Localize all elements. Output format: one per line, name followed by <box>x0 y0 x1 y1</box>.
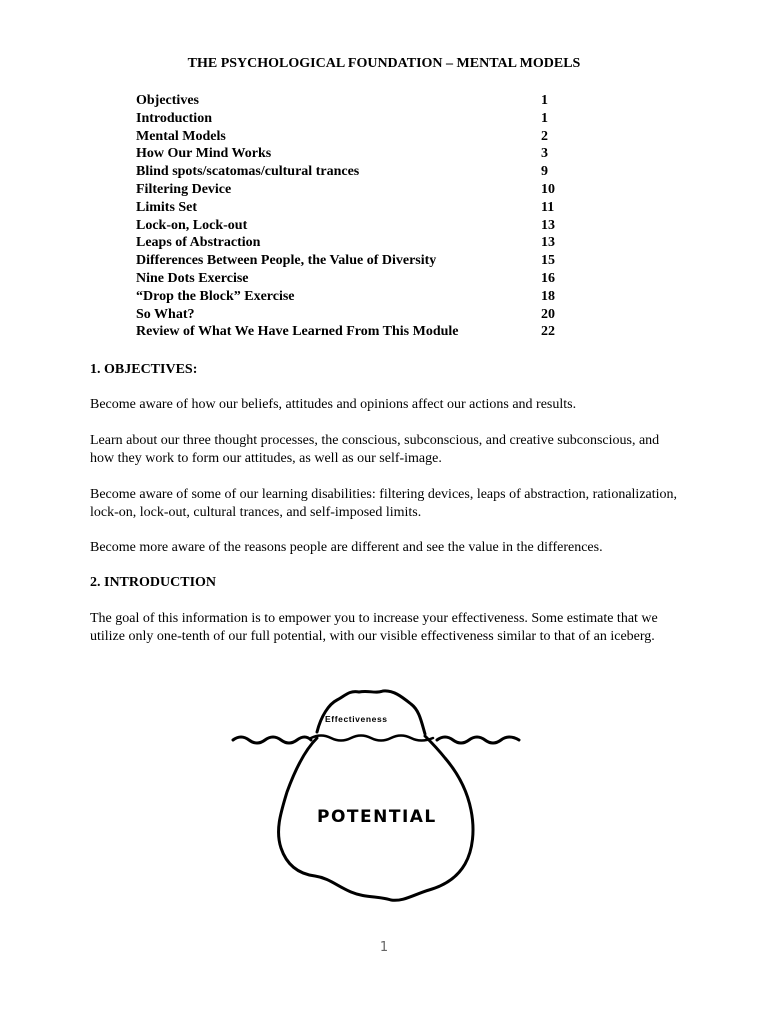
toc-label: Introduction <box>136 110 212 126</box>
toc-page-number: 13 <box>541 217 555 233</box>
toc-page-number: 3 <box>541 146 548 162</box>
toc-page-number: 22 <box>541 324 555 340</box>
toc-label: Lock-on, Lock-out <box>136 217 248 233</box>
toc-label: Objectives <box>136 93 199 108</box>
toc-row <box>136 110 576 128</box>
toc-label: Review of What We Have Learned From This Module <box>136 324 459 340</box>
toc-page-number: 9 <box>541 164 548 180</box>
toc-page-number: 11 <box>541 199 555 215</box>
toc-row <box>136 128 576 146</box>
toc-row <box>136 306 576 324</box>
toc-label: “Drop the Block” Exercise <box>136 288 295 304</box>
toc-page-number: 1 <box>541 110 548 126</box>
toc-label: Mental Models <box>136 128 226 144</box>
potential-label: POTENTIAL <box>317 807 437 827</box>
toc-row <box>136 234 576 252</box>
objective-paragraph: Become aware of how our beliefs, attitudes and opinions affect our actions and results. <box>90 397 577 412</box>
toc-row <box>136 145 576 163</box>
iceberg-figure <box>225 680 555 920</box>
toc-label: So What? <box>136 306 195 322</box>
objective-paragraph: Become aware of some of our learning disabilities: filtering devices, leaps of abstraction, rationalization, lock-on, lock-out, cultural trances, and self-imposed limits. <box>90 487 678 520</box>
effectiveness-label: Effectiveness <box>325 714 388 724</box>
toc-label: Blind spots/scatomas/cultural trances <box>136 164 360 180</box>
document-title: THE PSYCHOLOGICAL FOUNDATION – MENTAL MODELS <box>187 56 581 71</box>
introduction-paragraph: The goal of this information is to empower you to increase your effectiveness. Some estimate that we utilize only one-tenth of our full potential, with our visible effectiveness similar to that of an iceberg. <box>90 611 658 644</box>
toc-page-number: 18 <box>541 288 555 304</box>
table-of-contents <box>136 92 576 341</box>
objective-paragraph: Become more aware of the reasons people are different and see the value in the differences. <box>90 540 603 555</box>
toc-label: How Our Mind Works <box>136 146 272 162</box>
toc-row <box>136 252 576 270</box>
toc-row <box>136 163 576 181</box>
toc-row <box>136 270 576 288</box>
toc-label: Nine Dots Exercise <box>136 270 249 286</box>
objective-paragraph: Learn about our three thought processes, the conscious, subconscious, and creative subconscious, and how they work to form our attitudes, as well as our self-image. <box>90 433 660 466</box>
toc-row <box>136 199 576 217</box>
toc-page-number: 20 <box>541 306 555 322</box>
toc-page-number: 15 <box>541 253 555 269</box>
toc-label: Filtering Device <box>136 181 232 197</box>
toc-page-number: 1 <box>541 93 548 108</box>
toc-page-number: 13 <box>541 235 555 251</box>
toc-label: Differences Between People, the Value of Diversity <box>136 253 437 269</box>
page-number: 1 <box>379 940 389 955</box>
toc-page-number: 10 <box>541 181 555 197</box>
toc-row <box>136 323 576 341</box>
toc-page-number: 2 <box>541 128 548 144</box>
toc-page-number: 16 <box>541 270 555 286</box>
section-heading-introduction: 2. INTRODUCTION <box>90 575 217 590</box>
toc-row <box>136 92 576 110</box>
toc-row <box>136 181 576 199</box>
toc-row <box>136 288 576 306</box>
toc-label: Leaps of Abstraction <box>136 235 261 251</box>
toc-row <box>136 217 576 235</box>
section-heading-objectives: 1. OBJECTIVES: <box>90 362 198 377</box>
toc-label: Limits Set <box>136 199 198 215</box>
